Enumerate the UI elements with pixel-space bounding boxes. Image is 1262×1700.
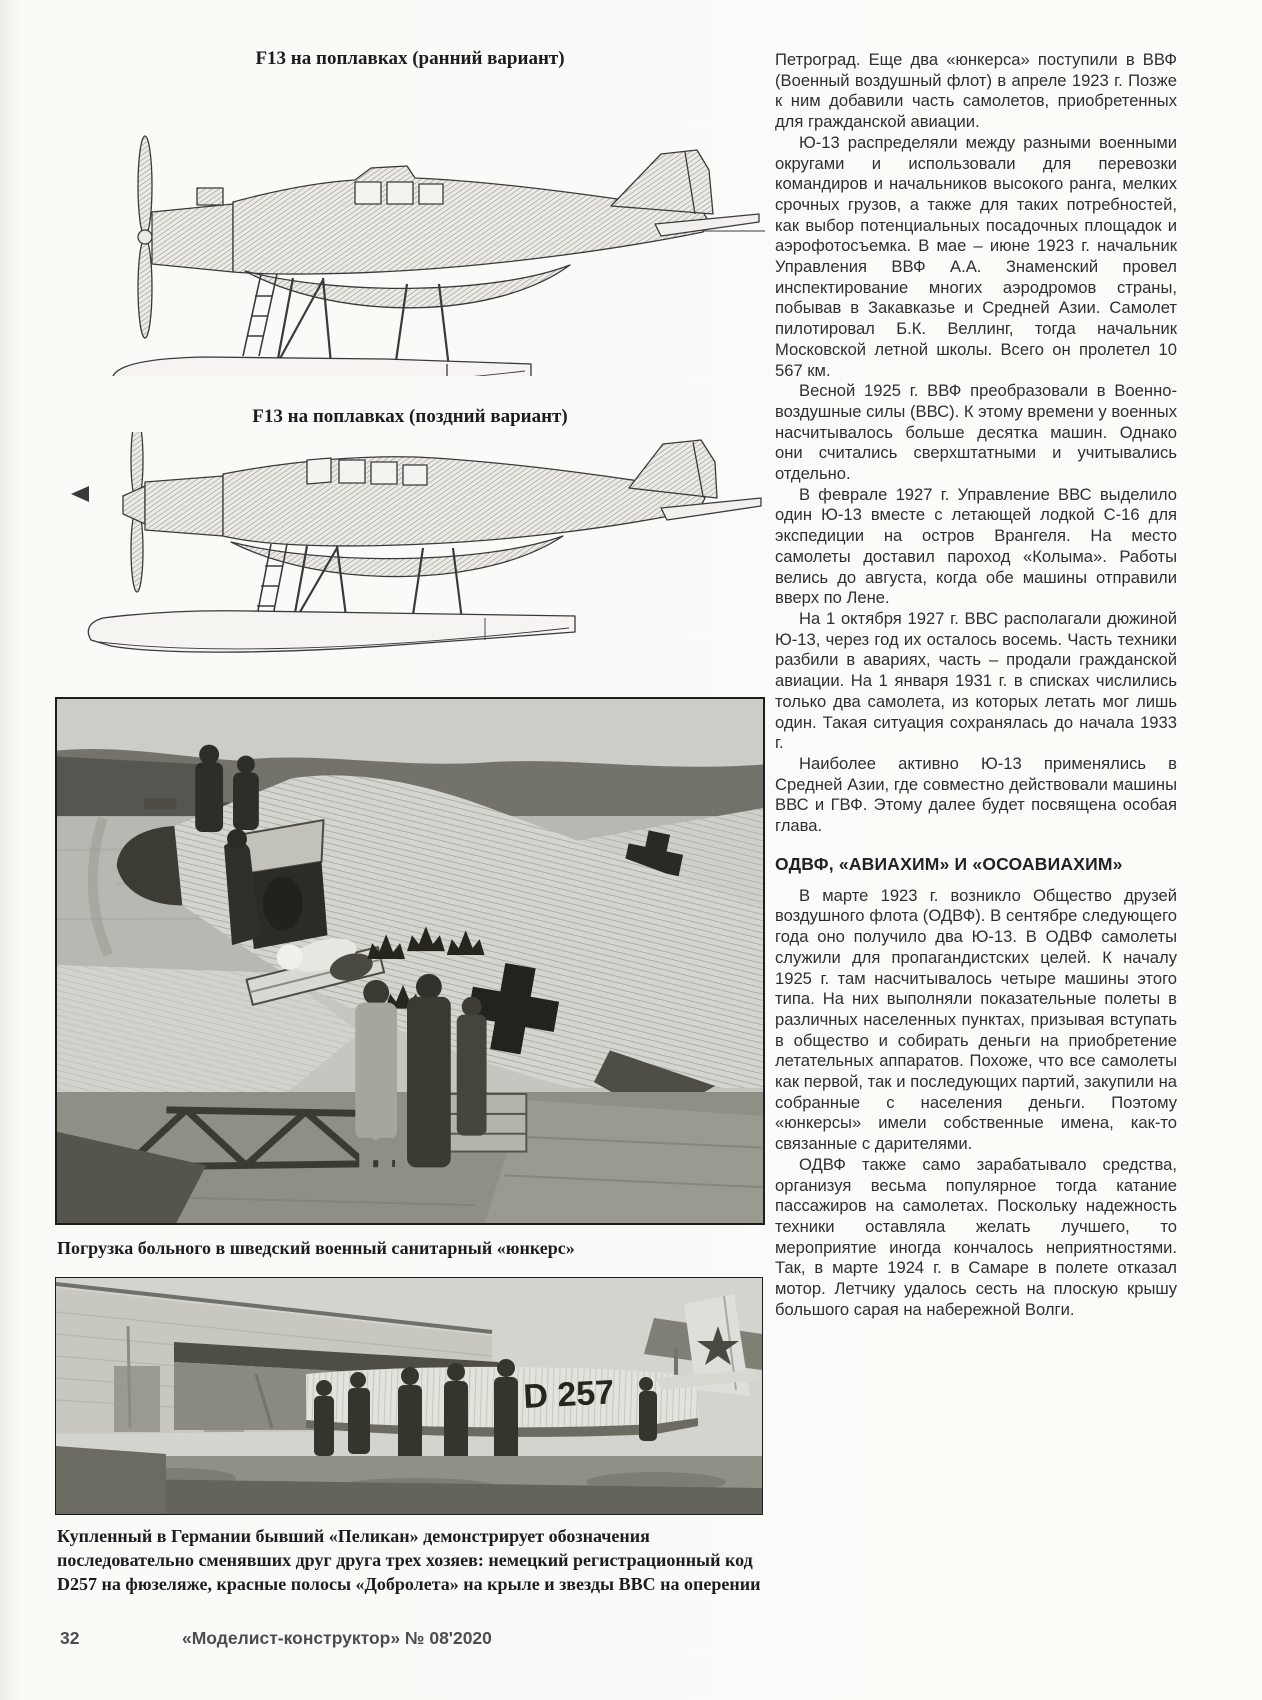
page-footer [0,1628,1262,1656]
pelican-photo [55,1277,763,1515]
article-column [775,50,1177,1320]
magazine-title: «Моделист-конструктор» № 08'2020 [182,1628,492,1648]
f13-late-drawing-svg [55,432,765,692]
pelican-photo-svg [56,1278,762,1514]
article-paragraph: Ю-13 распределяли между разными военными округами и использовали для перевозки командиров и начальников высокого ранга, мелких срочных грузов, а также для таких потребностей, как выбор потенциальных посадочных площадок и аэрофотосъемка. В мае – июне 1923 г. начальник Управления ВВФ А.А. Знаменский провел инспектирование многих аэродромов страны, побывав в Закавказье и Средней Азии. Самолет пилотировал Б.К. Веллинг, тогда начальник Московской летной школы. Всего он пролетел 10 567 км. [775,132,1177,380]
drawing-caption-late: F13 на поплавках (поздний вариант) [252,406,568,427]
article-paragraph: Петроград. Еще два «юнкерса» поступили в ВВФ (Военный воздушный флот) в апреле 1923 г. Позже к ним добавили часть самолетов, приобретенных для гражданской авиации. [775,50,1177,132]
f13-early-drawing [55,74,765,376]
ambulance-photo [55,697,765,1225]
article-paragraph: Весной 1925 г. ВВФ преобразовали в Военно-воздушные силы (ВВС). К этому времени у военных насчитывалось больше десятка машин. Однако они считались сверхштатными и учитывались отдельно. [775,381,1177,484]
ambulance-photo-svg [57,699,763,1223]
ambulance-photo-caption: Погрузка больного в шведский военный санитарный «юнкерс» [57,1238,575,1258]
article-paragraph: ОДВФ также само зарабатывало средства, организуя весьма популярное тогда катание пассажиров на самолетах. Поскольку надежность техники оставляла желать лучшего, то мероприятие иногда кончалось неприятностями. Так, в марте 1924 г. в Самаре в полете отказал мотор. Летчику удалось сесть на плоскую крышу большого сарая на набережной Волги. [775,1154,1177,1319]
article-paragraph: На 1 октября 1927 г. ВВС располагали дюжиной Ю-13, через год их осталось восемь. Часть техники разбили в авариях, часть – продали гражданской авиации. На 1 января 1931 г. в списках числились только два самолета, из которых летать мог лишь один. Такая ситуация сохранялась до начала 1933 г. [775,608,1177,753]
f13-late-drawing [55,432,765,692]
section-heading: ОДВФ, «АВИАХИМ» И «ОСОАВИАХИМ» [775,853,1123,874]
drawing-caption-early: F13 на поплавках (ранний вариант) [255,48,565,69]
article-paragraph: Наиболее активно Ю-13 применялись в Средней Азии, где совместно действовали машины ВВС и ГВФ. Этому далее будет посвящена особая глава. [775,753,1177,836]
f13-early-drawing-svg [55,74,765,376]
registration-code: D 257 [522,1373,616,1416]
page-number: 32 [60,1628,80,1648]
article-paragraph: В марте 1923 г. возникло Общество друзей воздушного флота (ОДВФ). В сентябре следующего года оно получило два Ю-13. В ОДВФ самолеты служили для пропагандистских целей. К началу 1925 г. там насчитывалось четыре машины этого типа. На них выполняли показательные полеты в различных населенных пунктах, призывая вступать в общество и собирать деньги на приобретение летательных аппаратов. Похоже, что все самолеты как первой, так и последующих партий, закупили на собранные с населения деньги. Поэтому «юнкерсы» имели собственные имена, как-то связанные с дарителями. [775,885,1177,1154]
pelican-photo-caption: Купленный в Германии бывший «Пеликан» демонстрирует обозначения последовательно сменявших друг друга трех хозяев: немецкий регистрационный код D257 на фюзеляже, красные полосы «Добролета» на крыле и звезды ВВС на оперении [57,1526,761,1594]
article-paragraph: В феврале 1927 г. Управление ВВС выделило один Ю-13 вместе с летающей лодкой С-16 для экспедиции на остров Врангеля. На место самолеты доставил пароход «Колыма». Работы велись до августа, когда обе машины отправили вверх по Лене. [775,484,1177,608]
